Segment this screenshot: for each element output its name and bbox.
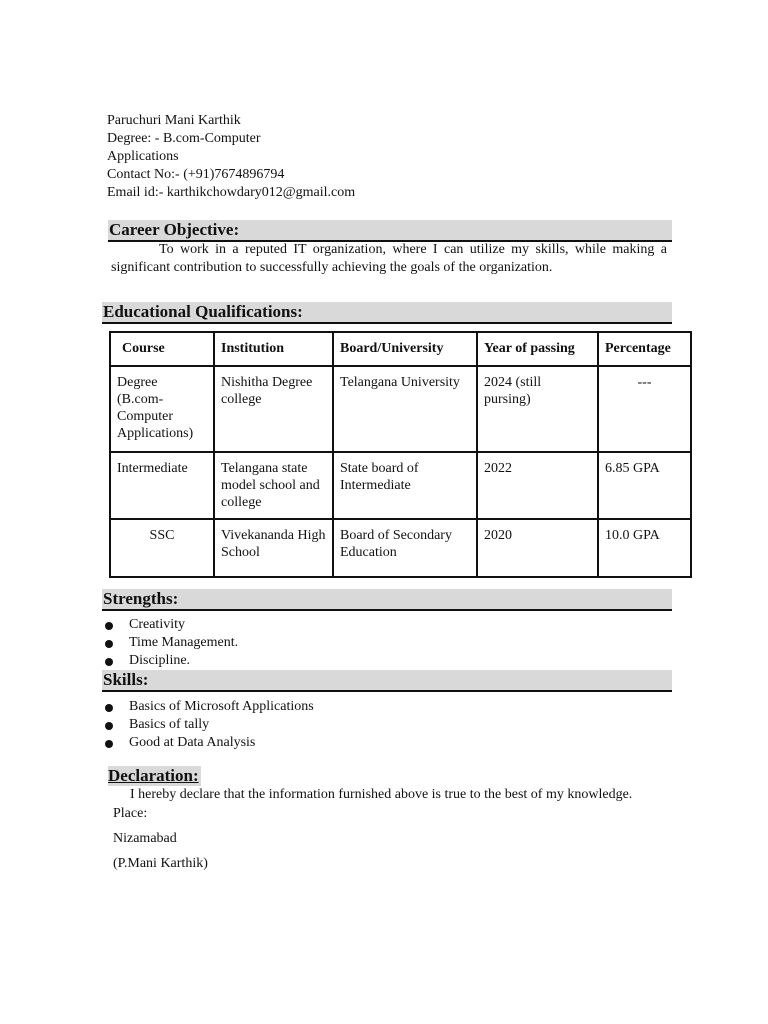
education-table — [109, 331, 692, 578]
strength-text: Time Management. — [129, 635, 239, 650]
cell-percentage: 10.0 GPA — [598, 519, 691, 577]
cell-percentage: 6.85 GPA — [598, 452, 691, 519]
bullet-icon — [105, 640, 113, 648]
cell-year: 2024 (still pursing) — [477, 366, 598, 452]
education-heading — [102, 302, 672, 324]
list-item — [104, 716, 314, 734]
place-label: Place: — [113, 806, 148, 821]
bullet-icon — [105, 704, 113, 712]
table-row — [110, 366, 691, 452]
cell-course: Degree (B.com-Computer Applications) — [110, 366, 214, 452]
cell-institution: Telangana state model school and college — [214, 452, 333, 519]
skill-text: Basics of tally — [129, 717, 210, 732]
cell-year: 2020 — [477, 519, 598, 577]
strength-text: Discipline. — [129, 653, 191, 668]
skill-text: Basics of Microsoft Applications — [129, 699, 314, 714]
candidate-name: Paruchuri Mani Karthik — [107, 113, 241, 128]
column-header-board: Board/University — [333, 332, 477, 366]
cell-board: Board of Secondary Education — [333, 519, 477, 577]
cell-institution: Nishitha Degree college — [214, 366, 333, 452]
bullet-icon — [105, 722, 113, 730]
cell-course: Intermediate — [110, 452, 214, 519]
bullet-icon — [105, 658, 113, 666]
cell-board: Telangana University — [333, 366, 477, 452]
list-item — [104, 734, 314, 752]
career-objective-heading — [108, 220, 672, 242]
list-item — [104, 652, 238, 670]
strength-text: Creativity — [129, 617, 185, 632]
column-header-percentage: Percentage — [598, 332, 691, 366]
declaration-heading: Declaration: — [108, 766, 199, 785]
cell-institution: Vivekananda High School — [214, 519, 333, 577]
email-address: Email id:- karthikchowdary012@gmail.com — [107, 185, 356, 200]
career-objective-heading-text: Career Objective: — [109, 220, 240, 239]
cell-course: SSC — [110, 519, 214, 577]
signature: (P.Mani Karthik) — [113, 856, 208, 871]
bullet-icon — [105, 622, 113, 630]
column-header-course: Course — [110, 332, 214, 366]
table-row — [110, 519, 691, 577]
column-header-institution: Institution — [214, 332, 333, 366]
contact-number: Contact No:- (+91)7674896794 — [107, 167, 285, 182]
skills-heading-text: Skills: — [103, 670, 149, 689]
career-objective-text: To work in a reputed IT organization, where I can utilize my skills, while making a significant contribution to successfully achieving the goals of the organization. — [111, 242, 667, 275]
list-item — [104, 616, 238, 634]
skills-list — [104, 698, 314, 752]
contact-block — [107, 112, 355, 202]
declaration-text: I hereby declare that the information furnished above is true to the best of my knowledge. — [130, 787, 633, 802]
place-value: Nizamabad — [113, 831, 177, 846]
list-item — [104, 698, 314, 716]
cell-percentage: --- — [598, 366, 691, 452]
cell-board: State board of Intermediate — [333, 452, 477, 519]
strengths-heading-text: Strengths: — [103, 589, 179, 608]
strengths-heading — [102, 589, 672, 611]
table-header-row — [110, 332, 691, 366]
cell-year: 2022 — [477, 452, 598, 519]
list-item — [104, 634, 238, 652]
skill-text: Good at Data Analysis — [129, 735, 256, 750]
skills-heading — [102, 670, 672, 692]
degree-line-continued: Applications — [107, 149, 179, 164]
degree-line: Degree: - B.com-Computer — [107, 131, 261, 146]
strengths-list — [104, 616, 238, 670]
table-row — [110, 452, 691, 519]
bullet-icon — [105, 740, 113, 748]
column-header-year: Year of passing — [477, 332, 598, 366]
education-heading-text: Educational Qualifications: — [103, 302, 303, 321]
